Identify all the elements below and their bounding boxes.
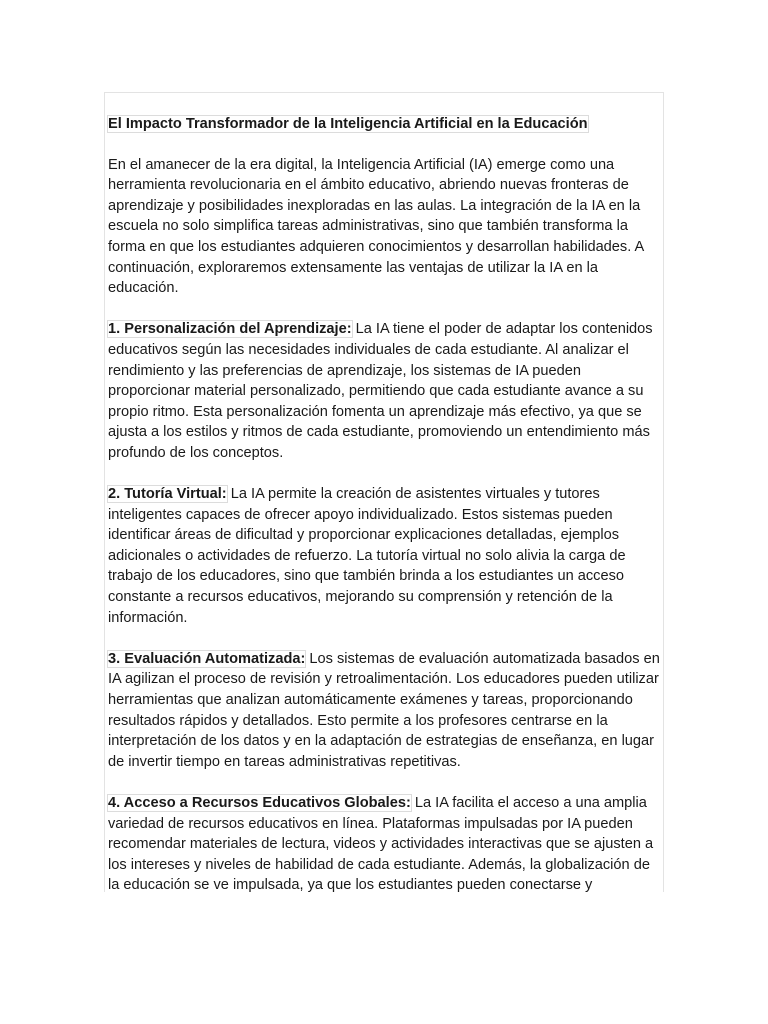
document-content bbox=[108, 114, 664, 892]
intro-paragraph: En el amanecer de la era digital, la Inteligencia Artificial (IA) emerge como una herramienta revolucionaria en el ámbito educativo, abriendo nuevas fronteras de aprendizaje y posibilidades inexploradas en las aulas. La integración de la IA en la escuela no solo simplifica tareas administrativas, sino que también transforma la forma en que los estudiantes adquieren conocimientos y desarrollan habilidades. A continuación, exploraremos extensamente las ventajas de utilizar la IA en la educación. bbox=[108, 156, 644, 297]
section-body: Los sistemas de evaluación automatizada basados en IA agilizan el proceso de revisión y retroalimentación. Los educadores pueden utilizar herramientas que analizan automáticamente exámenes y tareas, proporcionando resultados rápidos y detallados. Esto permite a los profesores centrarse en la interpretación de los datos y en la adaptación de estrategias de enseñanza, en lugar de invertir tiempo en tareas administrativas repetitivas. bbox=[108, 650, 660, 770]
section-heading: 3. Evaluación Automatizada: bbox=[108, 650, 306, 667]
section-heading: 2. Tutoría Virtual: bbox=[108, 486, 227, 503]
document-page bbox=[104, 92, 664, 892]
document-title bbox=[108, 114, 664, 135]
document-title-text: El Impacto Transformador de la Inteligencia Artificial en la Educación bbox=[108, 116, 588, 132]
section-body: La IA permite la creación de asistentes virtuales y tutores inteligentes capaces de ofrecer apoyo individualizado. Estos sistemas pueden identificar áreas de dificultad y proporcionar explicaciones detalladas, ejemplos adicionales o actividades de refuerzo. La tutoría virtual no solo alivia la carga de trabajo de los educadores, sino que también brinda a los estudiantes un acceso constante a recursos educativos, mejorando su comprensión y retención de la información. bbox=[108, 486, 626, 626]
section-evaluacion bbox=[108, 649, 664, 773]
section-tutoria bbox=[108, 484, 664, 628]
section-body: La IA tiene el poder de adaptar los contenidos educativos según las necesidades individuales de cada estudiante. Al analizar el rendimiento y las preferencias de aprendizaje, los sistemas de IA pueden proporcionar material personalizado, permitiendo que cada estudiante avance a su propio ritmo. Esta personalización fomenta un aprendizaje más efectivo, ya que se ajusta a los estilos y ritmos de cada estudiante, promoviendo un entendimiento más profundo de los conceptos. bbox=[108, 321, 653, 461]
section-heading: 1. Personalización del Aprendizaje: bbox=[108, 321, 352, 338]
section-recursos bbox=[108, 793, 664, 892]
section-heading: 4. Acceso a Recursos Educativos Globales: bbox=[108, 795, 411, 811]
section-personalizacion bbox=[108, 319, 664, 463]
section-body: La IA facilita el acceso a una amplia variedad de recursos educativos en línea. Plataformas impulsadas por IA pueden recomendar materiales de lectura, videos y actividades interactivas que se ajusten a los intereses y niveles de habilidad de cada estudiante. Además, la globalización de la educación se ve impulsada, ya que los estudiantes pueden conectarse y bbox=[108, 795, 654, 892]
